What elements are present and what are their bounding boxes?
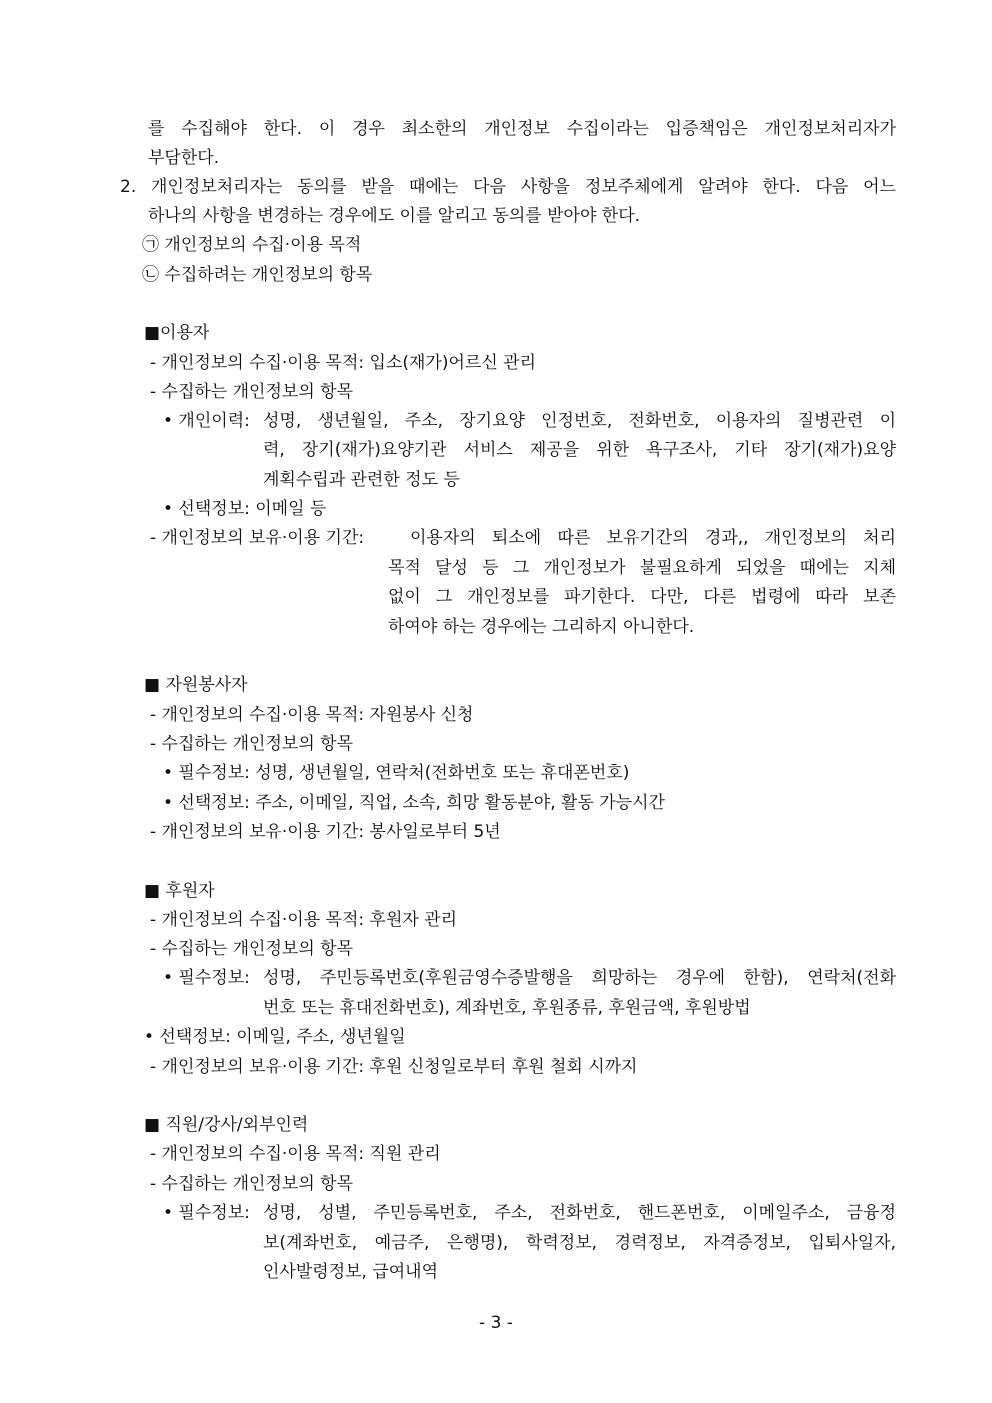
donors-required-line-1: 성명, 주민등록번호(후원금영수증발행을 희망하는 경우에 한함), 연락처(전화 (263, 968, 896, 988)
staff-required-line-1: 성명, 성별, 주민등록번호, 주소, 전화번호, 핸드폰번호, 이메일주소, 금융정 (263, 1203, 896, 1223)
users-retention-line-4: 하여야 하는 경우에는 그리하지 아니한다. (388, 617, 695, 637)
section-heading-staff: ■ 직원/강사/외부인력 (144, 1115, 309, 1135)
staff-required-line-3: 인사발령정보, 급여내역 (263, 1262, 439, 1282)
intro-continuation-line-1: 를 수집해야 한다. 이 경우 최소한의 개인정보 수집이라는 입증책임은 개인정보처리자가 (148, 119, 896, 139)
donors-retention: - 개인정보의 보유·이용 기간: 후원 신청일로부터 후원 철회 시까지 (150, 1057, 638, 1077)
staff-items-heading: - 수집하는 개인정보의 항목 (150, 1174, 353, 1194)
users-personal-label: • 개인이력: (163, 411, 250, 431)
volunteers-required: • 필수정보: 성명, 생년월일, 연락처(전화번호 또는 휴대폰번호) (163, 763, 630, 783)
section-heading-volunteers: ■ 자원봉사자 (144, 675, 248, 695)
staff-required-label: • 필수정보: (163, 1203, 250, 1223)
users-items-heading: - 수집하는 개인정보의 항목 (150, 382, 353, 402)
volunteers-optional: • 선택정보: 주소, 이메일, 직업, 소속, 희망 활동분야, 활동 가능시간 (163, 793, 665, 813)
users-retention-label: - 개인정보의 보유·이용 기간: (150, 528, 365, 548)
donors-items-heading: - 수집하는 개인정보의 항목 (150, 939, 353, 959)
intro-continuation-line-2: 부담한다. (148, 148, 220, 168)
section-heading-users: ■이용자 (144, 323, 210, 343)
donors-required-line-2: 번호 또는 휴대전화번호), 계좌번호, 후원종류, 후원금액, 후원방법 (263, 998, 751, 1018)
volunteers-retention: - 개인정보의 보유·이용 기간: 봉사일로부터 5년 (150, 822, 501, 842)
users-personal-line-1: 성명, 생년월일, 주소, 장기요양 인정번호, 전화번호, 이용자의 질병관련 이 (263, 411, 896, 431)
list-item-2-line-2: 하나의 사항을 변경하는 경우에도 이를 알리고 동의를 받아야 한다. (148, 206, 641, 226)
users-optional: • 선택정보: 이메일 등 (163, 499, 327, 519)
sub-item-items: ㉡ 수집하려는 개인정보의 항목 (142, 265, 373, 285)
section-heading-donors: ■ 후원자 (144, 881, 215, 901)
users-retention-line-1: 이용자의 퇴소에 따른 보유기간의 경과,, 개인정보의 처리 (410, 528, 896, 548)
sub-item-purpose: ㉠ 개인정보의 수집·이용 목적 (142, 235, 362, 255)
page-number: - 3 - (479, 1313, 513, 1333)
staff-purpose: - 개인정보의 수집·이용 목적: 직원 관리 (150, 1144, 441, 1164)
donors-required-label: • 필수정보: (163, 968, 250, 988)
volunteers-items-heading: - 수집하는 개인정보의 항목 (150, 734, 353, 754)
donors-optional: • 선택정보: 이메일, 주소, 생년월일 (144, 1027, 406, 1047)
users-personal-line-3: 계획수립과 관련한 정도 등 (263, 470, 460, 490)
users-purpose: - 개인정보의 수집·이용 목적: 입소(재가)어르신 관리 (150, 353, 536, 373)
users-retention-line-2: 목적 달성 등 그 개인정보가 불필요하게 되었을 때에는 지체 (388, 558, 896, 578)
staff-required-line-2: 보(계좌번호, 예금주, 은행명), 학력정보, 경력정보, 자격증정보, 입퇴사일자, (263, 1233, 896, 1253)
donors-purpose: - 개인정보의 수집·이용 목적: 후원자 관리 (150, 910, 458, 930)
list-item-2-line-1: 2. 개인정보처리자는 동의를 받을 때에는 다음 사항을 정보주체에게 알려야 한다. 다음 어느 (120, 177, 896, 197)
users-retention-line-3: 없이 그 개인정보를 파기한다. 다만, 다른 법령에 따라 보존 (388, 587, 896, 607)
users-personal-line-2: 력, 장기(재가)요양기관 서비스 제공을 위한 욕구조사, 기타 장기(재가)요양 (263, 440, 896, 460)
volunteers-purpose: - 개인정보의 수집·이용 목적: 자원봉사 신청 (150, 705, 474, 725)
